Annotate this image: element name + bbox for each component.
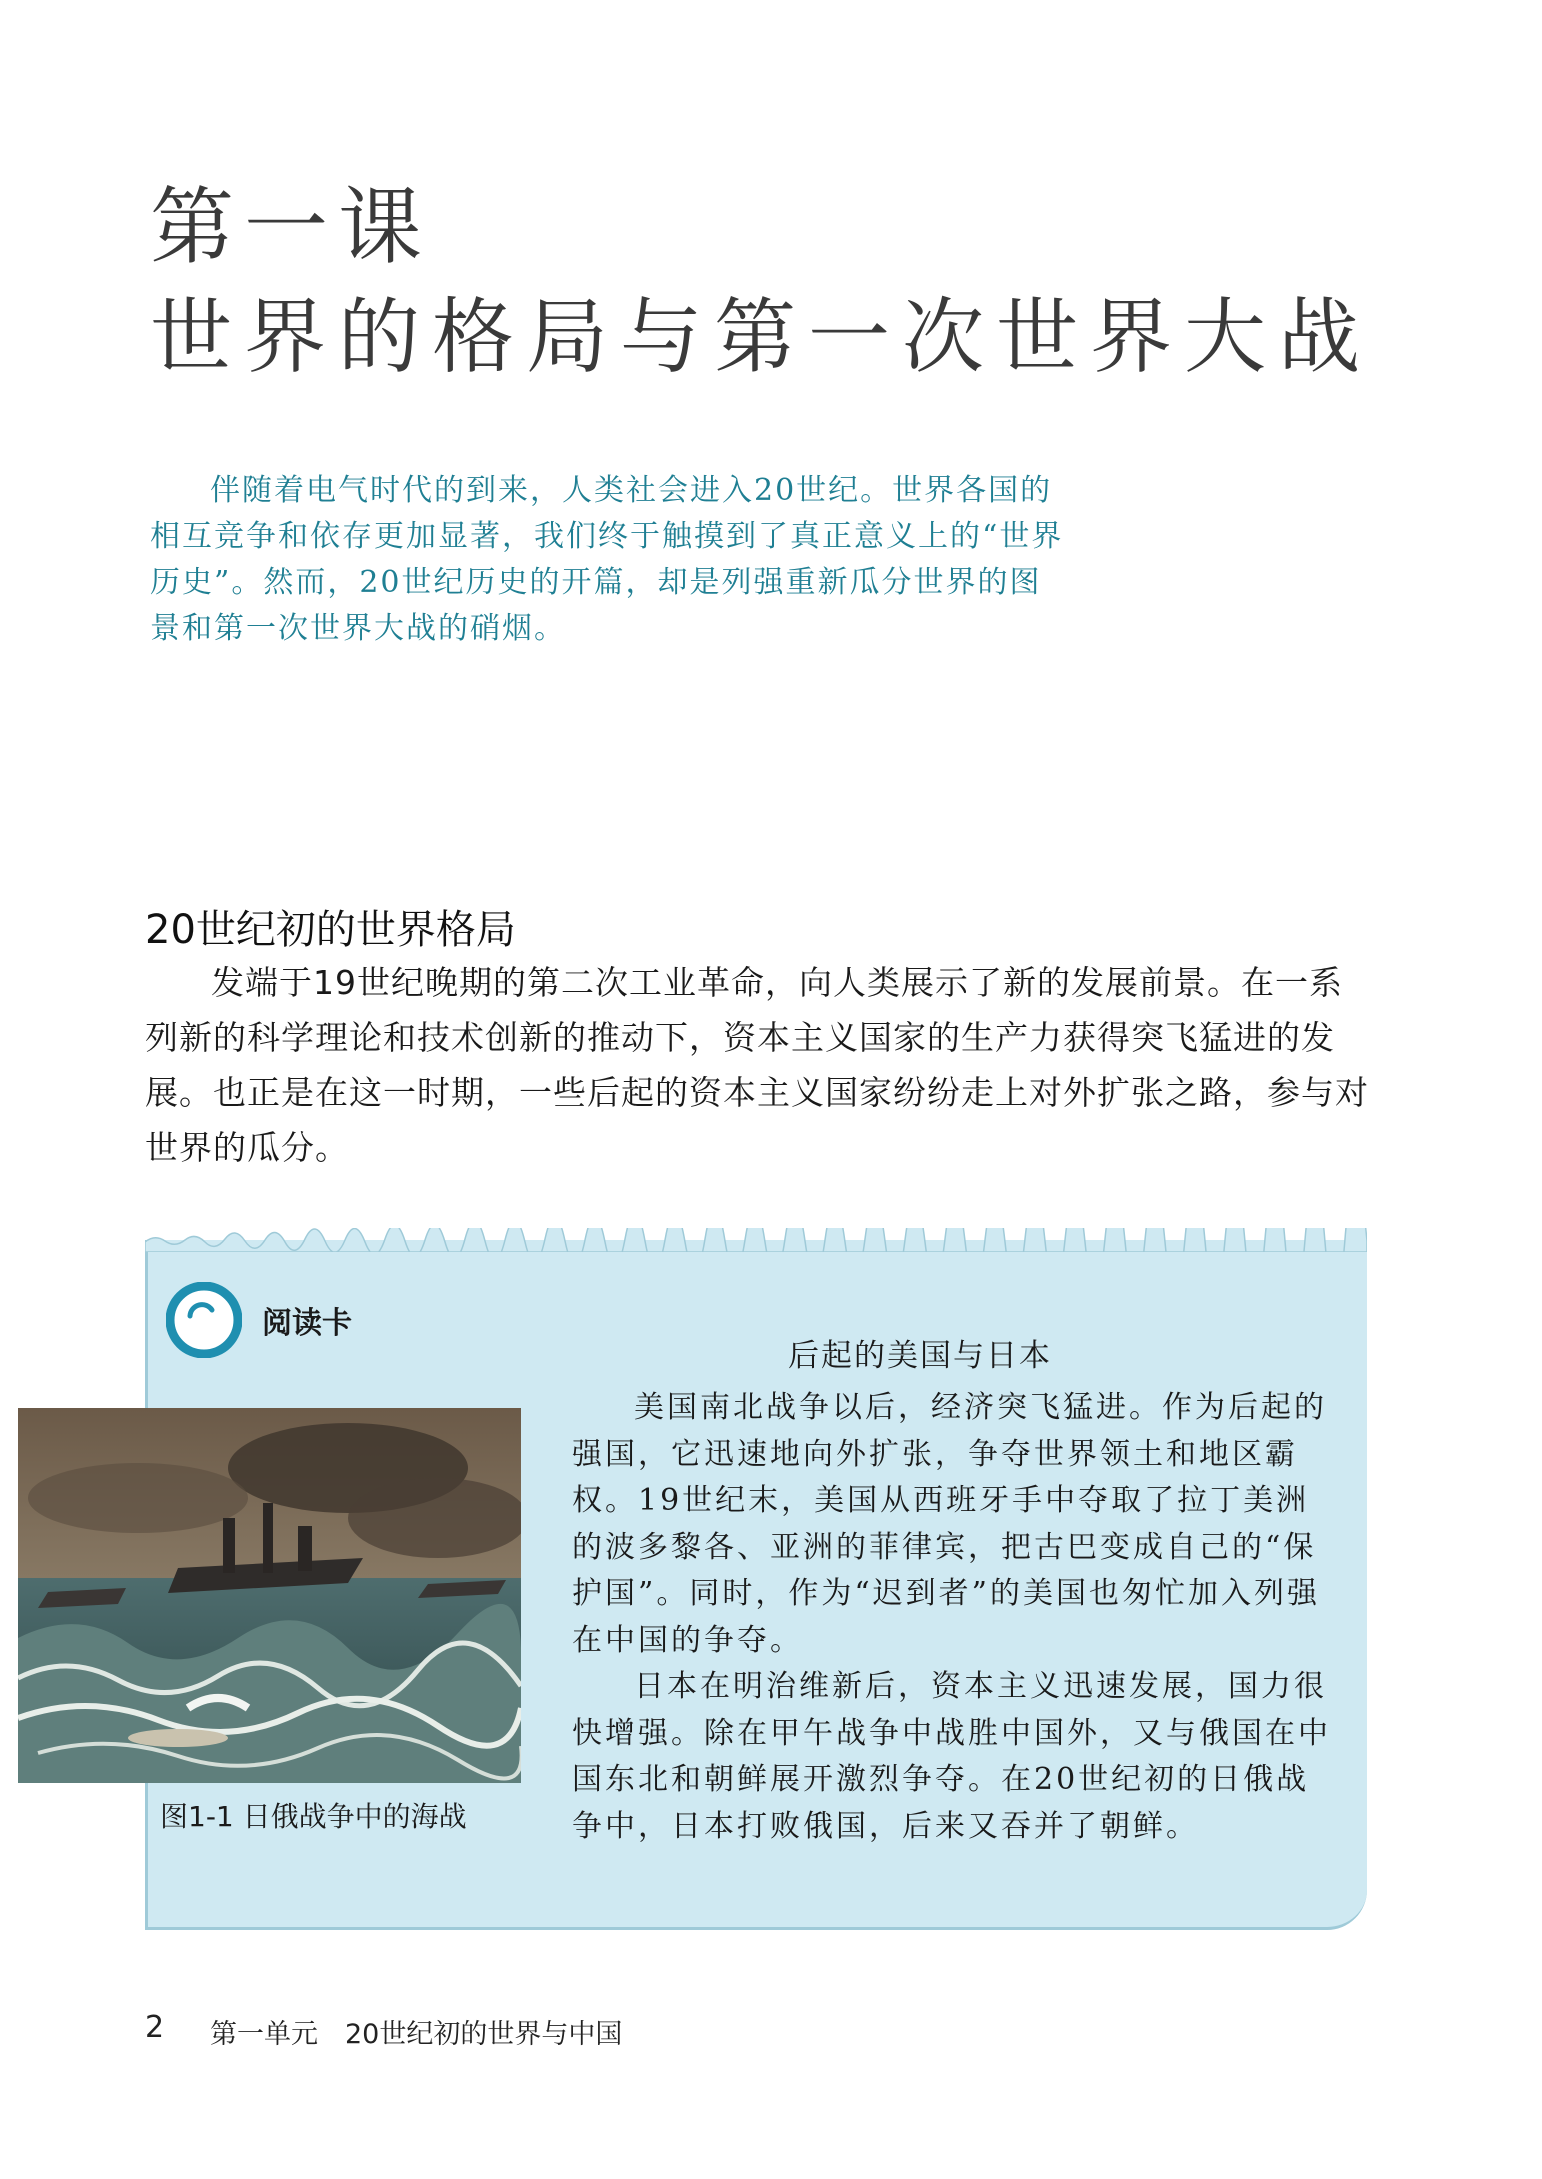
page-number: 2 <box>145 2010 165 2045</box>
reading-card-label: 阅读卡 <box>262 1306 352 1341</box>
card-torn-edge <box>145 1228 1367 1252</box>
section-heading: 20世纪初的世界格局 <box>145 907 516 953</box>
reading-card-title: 后起的美国与日本 <box>788 1338 1052 1374</box>
lesson-number: 第一课 <box>150 178 433 276</box>
lesson-intro: 伴随着电气时代的到来，人类社会进入20世纪。世界各国的相互竞争和依存更加显著，我们终于触摸到了真正意义上的“世界历史”。然而，20世纪历史的开篇，却是列强重新瓜分世界的图景和第一次世界大战的硝烟。 <box>150 473 1064 646</box>
reading-card-paragraph: 美国南北战争以后，经济突飞猛进。作为后起的强国，它迅速地向外扩张，争夺世界领土和地区霸权。19世纪末，美国从西班牙手中夺取了拉丁美洲的波多黎各、亚洲的菲律宾，把古巴变成自己的“保护国”。同时，作为“迟到者”的美国也匆忙加入列强在中国的争夺。 <box>572 1390 1327 1658</box>
reading-card-paragraph: 日本在明治维新后，资本主义迅速发展，国力很快增强。除在甲午战争中战胜中国外，又与俄国在中国东北和朝鲜展开激烈争夺。在20世纪初的日俄战争中，日本打败俄国，后来又吞并了朝鲜。 <box>572 1669 1331 1844</box>
reading-card-icon <box>166 1282 242 1358</box>
naval-battle-painting <box>18 1408 521 1783</box>
lesson-title: 世界的格局与第一次世界大战 <box>150 290 1373 385</box>
running-footer-title: 第一单元 20世纪初的世界与中国 <box>210 2019 623 2050</box>
reading-card-body <box>572 1385 1342 1850</box>
figure-caption: 图1-1 日俄战争中的海战 <box>160 1800 467 1833</box>
section-body: 发端于19世纪晚期的第二次工业革命，向人类展示了新的发展前景。在一系列新的科学理论和技术创新的推动下，资本主义国家的生产力获得突飞猛进的发展。也正是在这一时期，一些后起的资本主义国家纷纷走上对外扩张之路，参与对世界的瓜分。 <box>145 963 1369 1167</box>
